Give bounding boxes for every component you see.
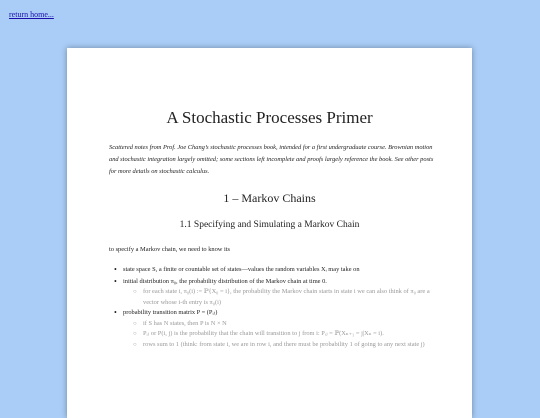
sub-list-item [109,329,439,340]
bullet-dot: • [114,276,117,286]
list-item [109,308,439,319]
sub-list-item-text: rows sum to 1 (think: from state i, we are in row i, and there must be probability 1 of going to any next state j) [143,340,425,348]
list-item [109,265,439,276]
article-title: A Stochastic Processes Primer [166,108,373,127]
article-card [67,48,472,418]
return-home-link[interactable]: return home... [9,10,54,19]
section-heading: 1 – Markov Chains [223,191,316,205]
bullet-circle: ○ [133,341,137,348]
bullet-circle: ○ [133,331,137,337]
subsection-heading: 1.1 Specifying and Simulating a Markov Chain [179,220,360,230]
bullet-circle: ○ [133,320,137,327]
sub-list-item [109,319,439,330]
list-item [109,277,439,288]
sub-list-item-text: if S has N states, then P is N × N [143,319,227,327]
definition-list [109,265,439,350]
bullet-dot: • [114,265,117,274]
sub-list-item [109,340,439,351]
list-item-text: probability transition matrix P = (Pᵢⱼ) [123,309,218,316]
bullet-dot: • [114,308,117,317]
bullet-circle: ○ [133,289,137,295]
list-item-text: state space S, a finite or countable set of states—values the random variables Xᵢ may take on [123,266,360,273]
sub-list-item-text: Pᵢⱼ or P(i, j) is the probability that the chain will transition to j from i: Pᵢⱼ = ℙ(Xₙ₊₁ = j|Xₙ = i). [143,330,384,337]
sub-list-item-text: for each state i, π₀(i) := ℙ{X₀ = i}, the probability the Markov chain starts in state i we can also think of π₀ are a vector whose i-th entry is π₀(i) [143,288,430,306]
article-abstract: Scattered notes from Prof. Joe Chang’s stochastic processes book, intended for a first undergraduate course. Brownian motion and stochastic integration largely omitted; some sections left incomplete and proofs largely reference the book. See other posts for more details on stochastic calculus. [109,144,434,175]
intro-text: to specify a Markov chain, we need to know its [109,246,231,253]
sub-list-item [109,287,439,308]
list-item-text: initial distribution π₀, the probability distribution of the Markov chain at time 0. [123,277,327,285]
